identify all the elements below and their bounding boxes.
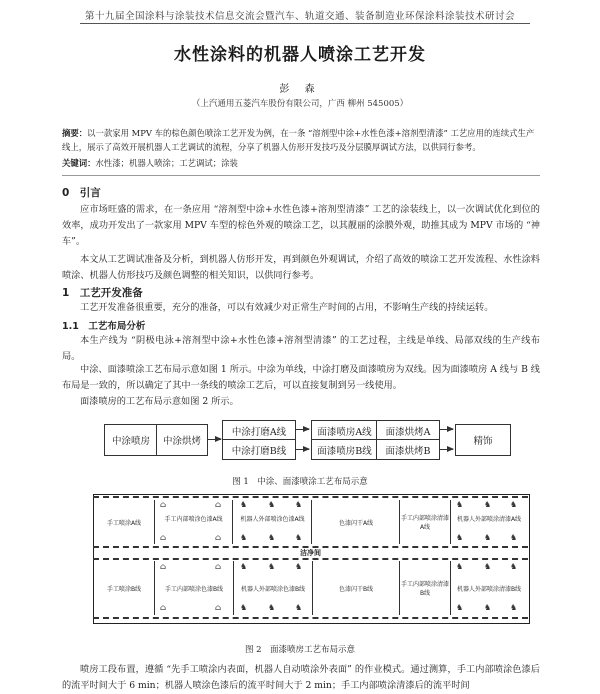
robot-icon: ♞ xyxy=(240,500,248,509)
robot-icon: ⌂ xyxy=(215,562,222,571)
fig2-top-border xyxy=(93,496,528,498)
fig2-bottom-cell-4: 色漆闪干B线 xyxy=(313,561,400,615)
keywords-text: 水性漆；机器人喷涂；工艺调试；涂装 xyxy=(95,158,238,168)
fig1-arrow-2a xyxy=(295,429,309,430)
section-1-paragraph-2: 本生产线为 “阴极电泳+溶剂型中涂+水性色漆+溶剂型清漆” 的工艺过程，主线是单线、局部双线的生产线布局。 xyxy=(62,335,540,362)
section-0-paragraph-2: 本文从工艺调试准备及分析，到机器人仿形开发，再到颜色外观调试，介绍了高效的喷涂工艺开发流程、水性涂料喷涂、机器人仿形技巧及颜色调整的相关知识，以供同行参考。 xyxy=(62,254,540,281)
keywords-label: 关键词： xyxy=(62,158,96,168)
robot-icon: ⌂ xyxy=(160,533,167,542)
robot-icon: ♞ xyxy=(268,562,276,571)
robot-icon: ⌂ xyxy=(160,562,167,571)
section-1-paragraph-1: 工艺开发准备很重要，充分的准备，可以有效减少对正常生产时间的占用，不影响生产线的持续运转。 xyxy=(80,302,494,313)
robot-icon: ♞ xyxy=(456,562,464,571)
journal-header: 第十九届全国涂料与涂装技术信息交流会暨汽车、轨道交通、装备制造业环保涂料涂装技术研讨会 xyxy=(84,11,515,22)
robot-icon: ♞ xyxy=(484,500,492,509)
keywords xyxy=(62,157,540,169)
robot-icon: ♞ xyxy=(295,533,303,542)
section-1-paragraph-3: 中涂、面漆喷涂工艺布局示意如图 1 所示。中涂为单线，中涂打磨及面漆喷房为双线。因为面漆喷房 A 线与 B 线布局是一致的，所以确定了其中一条线的喷涂工艺后，可以直接复制到另一线使用。 xyxy=(62,364,540,391)
robot-icon: ♞ xyxy=(510,500,518,509)
fig2-top-cell-5: 手工内部喷涂清漆A线 xyxy=(400,500,451,544)
fig2-top-cell-6: 机器人外部喷涂清漆A线 xyxy=(456,516,522,523)
robot-icon: ♞ xyxy=(456,500,464,509)
figure-2-caption: 图 2 面漆喷房工艺布局示意 xyxy=(244,645,356,655)
tail-paragraph: 喷房工段布置，遵循 “先手工喷涂内表面，机器人自动喷涂外表面” 的作业模式。通过测算，手工内部喷涂色漆后的流平时间大于 6 min；机器人喷涂色漆后的流平时间大于 2 min；手工内部喷涂清漆后的流平时间 xyxy=(62,664,540,691)
robot-icon: ♞ xyxy=(510,562,518,571)
robot-icon: ⌂ xyxy=(160,500,167,509)
fig2-top-cell-2: 手工内部喷涂色漆A线 xyxy=(155,500,233,544)
fig1-arrow-3b xyxy=(439,449,453,450)
fig1-box-midcoat-oven: 中涂烘烤 xyxy=(156,424,208,456)
robot-icon: ♞ xyxy=(295,603,303,612)
robot-icon: ♞ xyxy=(268,500,276,509)
fig2-corridor-label: 洁净间 xyxy=(300,549,321,557)
section-0-heading: 0 引言 xyxy=(62,187,101,199)
fig2-mid-border-2 xyxy=(93,558,528,560)
robot-icon: ⌂ xyxy=(215,500,222,509)
robot-icon: ♞ xyxy=(268,603,276,612)
robot-icon: ♞ xyxy=(510,603,518,612)
robot-icon: ♞ xyxy=(240,562,248,571)
robot-icon: ♞ xyxy=(484,562,492,571)
section-1-1-heading: 1.1 工艺布局分析 xyxy=(62,321,146,332)
robot-icon: ♞ xyxy=(240,603,248,612)
robot-icon: ⌂ xyxy=(160,603,167,612)
affiliation: （上汽通用五菱汽车股份有限公司，广西 柳州 545005） xyxy=(191,99,409,109)
figure-1-caption: 图 1 中涂、面漆喷涂工艺布局示意 xyxy=(232,477,368,487)
section-1-heading: 1 工艺开发准备 xyxy=(62,287,143,299)
section-1-paragraph-4: 面漆喷房的工艺布局示意如图 2 所示。 xyxy=(80,396,239,407)
fig1-box-topcoat-oven-b: 面漆烘烤B xyxy=(376,439,440,460)
section-0-paragraph-1: 应市场旺盛的需求，在一条应用 “溶剂型中涂+水性色漆+溶剂型清漆” 工艺的涂装线上，以一次调试优化到位的效率，成功开发出了一款家用 MPV 车型的棕色外观的喷涂工艺，以其靓丽的涂膜外观，助推其成为 MPV 市场的 “神车”。 xyxy=(62,204,540,247)
fig1-box-topcoat-oven-a: 面漆烘烤A xyxy=(376,420,440,441)
fig1-box-topcoat-booth-a: 面漆喷房A线 xyxy=(311,420,378,441)
robot-icon: ♞ xyxy=(484,533,492,542)
fig2-bottom-cell-3: 机器人外部喷涂色漆B线 xyxy=(234,561,313,615)
robot-icon: ♞ xyxy=(295,562,303,571)
robot-icon: ♞ xyxy=(240,533,248,542)
fig1-box-sanding-a: 中涂打磨A线 xyxy=(222,420,296,441)
fig2-bottom-cell-6: 机器人外部喷涂清漆B线 xyxy=(456,585,522,593)
fig2-bottom-border xyxy=(93,617,528,619)
fig2-bottom-cell-5: 手工内部喷涂清漆B线 xyxy=(400,561,451,615)
abstract xyxy=(62,126,540,154)
robot-icon: ♞ xyxy=(295,500,303,509)
robot-icon: ♞ xyxy=(484,603,492,612)
fig2-bottom-cell-2: 手工内部喷涂色漆B线 xyxy=(155,561,234,615)
author: 彭 森 xyxy=(279,84,321,95)
fig2-bottom-cell-1: 手工喷涂B线 xyxy=(94,561,155,615)
page-title: 水性涂料的机器人喷涂工艺开发 xyxy=(174,45,426,65)
fig1-box-finishing: 精饰 xyxy=(455,424,511,456)
fig1-box-sanding-b: 中涂打磨B线 xyxy=(222,439,296,460)
fig2-top-cell-4: 色漆闪干A线 xyxy=(313,500,400,544)
fig2-top-cell-1: 手工喷涂A线 xyxy=(94,500,155,544)
robot-icon: ♞ xyxy=(268,533,276,542)
fig1-arrow-2b xyxy=(295,449,309,450)
fig1-arrow-1 xyxy=(207,439,221,440)
fig2-top-cell-3: 机器人外部喷涂色漆A线 xyxy=(234,500,312,544)
robot-icon: ⌂ xyxy=(215,603,222,612)
abstract-label: 摘要： xyxy=(62,128,88,138)
fig1-box-midcoat-booth: 中涂喷房 xyxy=(104,424,158,456)
robot-icon: ♞ xyxy=(510,533,518,542)
robot-icon: ♞ xyxy=(456,533,464,542)
header-rule xyxy=(80,23,530,24)
abstract-rule xyxy=(62,175,540,176)
robot-icon: ♞ xyxy=(456,603,464,612)
fig1-arrow-3a xyxy=(439,429,453,430)
abstract-text: 以一款家用 MPV 车的棕色颜色喷涂工艺开发为例，在一条 “溶剂型中涂+水性色漆+溶剂型清漆” 工艺应用的连续式生产线上，展示了高效开展机器人工艺调试的流程，分享了机器人仿形开发技巧及分层膜厚调试方法，以供同行参考。 xyxy=(62,128,535,152)
robot-icon: ⌂ xyxy=(215,533,222,542)
fig1-box-topcoat-booth-b: 面漆喷房B线 xyxy=(311,439,378,460)
